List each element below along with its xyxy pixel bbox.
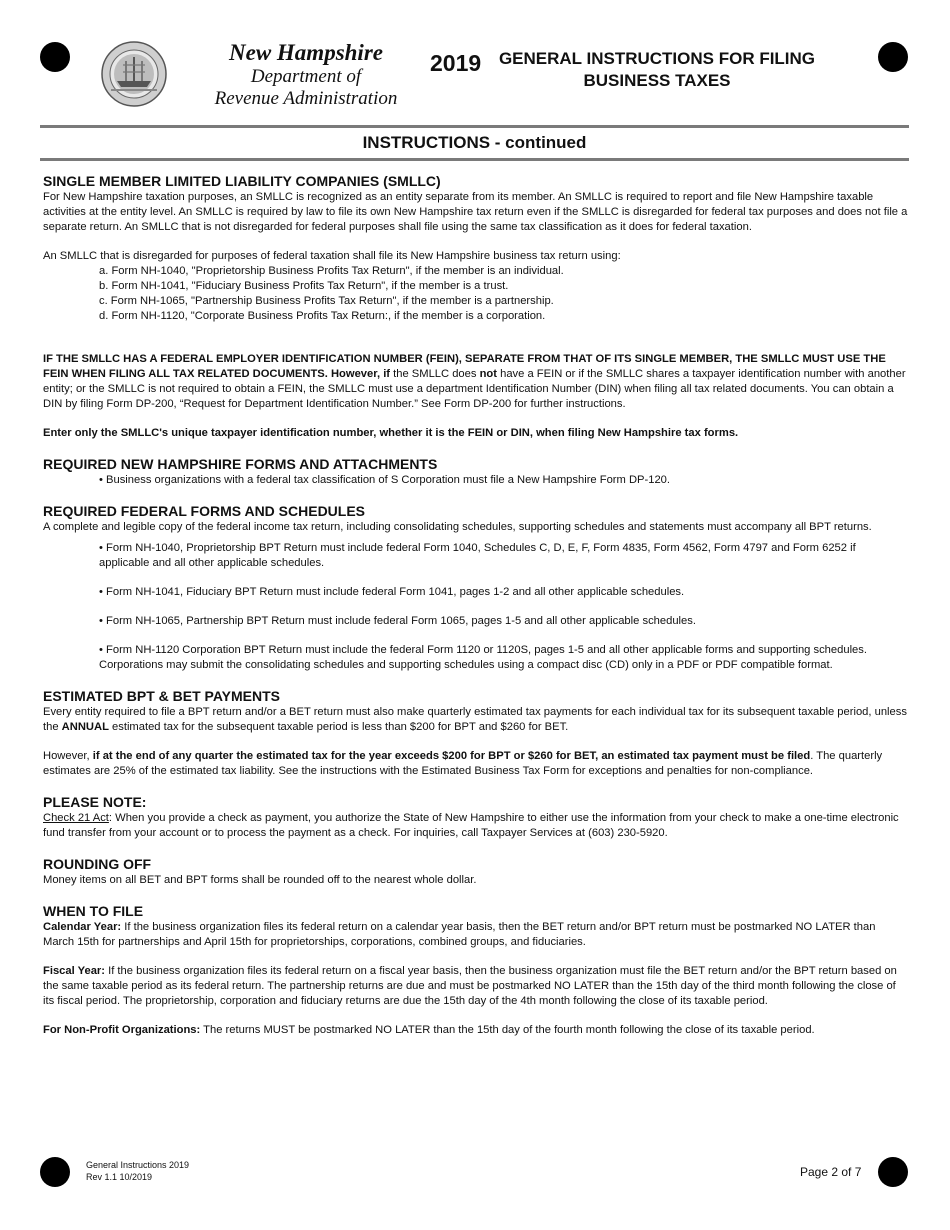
- fein-paragraph: [43, 352, 909, 412]
- when-heading: WHEN TO FILE: [43, 903, 144, 919]
- registration-dot-bottom-left: [40, 1157, 70, 1187]
- estimated-paragraph-2: [43, 749, 909, 779]
- agency-name: New Hampshire: [229, 40, 383, 65]
- registration-dot-bottom-right: [878, 1157, 908, 1187]
- enter-only-note: [43, 426, 909, 441]
- rounding-heading: ROUNDING OFF: [43, 856, 152, 872]
- state-seal-icon: [101, 41, 167, 107]
- smllc-heading: SINGLE MEMBER LIMITED LIABILITY COMPANIES (SMLLC): [43, 173, 441, 189]
- page-number: Page 2 of 7: [800, 1165, 862, 1179]
- fed-forms-item: • Form NH-1040, Proprietorship BPT Return must include federal Form 1040, Schedules C, D, E, F, Form 4835, Form 4562, Form 4797 and Form 6252 if applicable and all other applicable schedules.: [99, 542, 856, 569]
- footer-rev: Rev 1.1 10/2019: [86, 1172, 153, 1182]
- fiscal-year-paragraph: [43, 964, 909, 1009]
- fed-forms-item: • Form NH-1120 Corporation BPT Return must include the federal Form 1120 or 1120S, pages 1-5 and all other applicable forms and supporting schedules. Corporations may submit the consolidating schedules and supporting schedules using a compact disc (CD) only in a PDF or PDF compatible format.: [99, 644, 867, 671]
- header-rule-bottom: [40, 158, 909, 161]
- list-item: d. Form NH-1120, "Corporate Business Profits Tax Return:, if the member is a corporation.: [99, 310, 546, 322]
- list-item: b. Form NH-1041, "Fiduciary Business Profits Tax Return", if the member is a trust.: [99, 280, 509, 292]
- non-profit-label: For Non-Profit Organizations:: [43, 1024, 201, 1036]
- fein-text-rest: have a FEIN or if the SMLLC shares a taxpayer identification number with another entity; or the SMLLC is not required to obtain a FEIN, the SMLLC must use a department Identification Number (DIN) when filing all tax related documents. You can obtain a DIN by filing Form DP-200, “Request for Department Identification Number.” See Form DP-200 for further instructions.: [43, 368, 906, 410]
- header-rule-top: [40, 125, 909, 128]
- calendar-year-label: Calendar Year:: [43, 921, 122, 933]
- fein-bold-text: IF THE SMLLC HAS A FEDERAL EMPLOYER IDENTIFICATION NUMBER (FEIN), SEPARATE FROM THAT OF ITS SINGLE MEMBER, THE SMLLC MUST USE THE FEIN WHEN FILING ALL TAX RELATED DOCUMENTS. However, if: [43, 353, 886, 380]
- registration-dot-top-right: [878, 42, 908, 72]
- agency-line-3: Revenue Administration: [214, 88, 398, 109]
- note-paragraph: [43, 811, 909, 841]
- smllc-paragraph-2: An SMLLC that is disregarded for purposes of federal taxation shall file its New Hampshire business tax return using:: [43, 250, 621, 262]
- estimated-paragraph-1: [43, 705, 909, 735]
- fiscal-year-label: Fiscal Year:: [43, 965, 105, 977]
- agency-block: [196, 40, 416, 110]
- rounding-text: Money items on all BET and BPT forms shall be rounded off to the nearest whole dollar.: [43, 874, 477, 886]
- smllc-form-list: [43, 264, 909, 324]
- agency-line-2: Department of: [250, 66, 362, 87]
- fiscal-year-text: If the business organization files its federal return on a fiscal year basis, then the business organization must file the BET return and/or the BPT return based on the same taxable period as its federal return. The partnership returns are due and must be postmarked NO LATER than the 15th day of the third month following the close of its fiscal period. The proprietorship, corporation and fiduciary returns are due the 15th day of the 4th month following the close of its taxable period.: [43, 965, 897, 1007]
- estimated-heading: ESTIMATED BPT & BET PAYMENTS: [43, 688, 280, 704]
- nh-forms-heading: REQUIRED NEW HAMPSHIRE FORMS AND ATTACHMENTS: [43, 456, 438, 472]
- section-banner: INSTRUCTIONS - continued: [362, 133, 587, 152]
- calendar-year-text: If the business organization files its federal return on a calendar year basis, then the BET return and/or BPT return must be postmarked NO LATER than March 15th for partnerships and April 15th for proprietorships, corporations, combined groups, and fiduciaries.: [43, 921, 876, 948]
- estimated-text-tail: . The quarterly estimates are 25% of the estimated tax liability. See the instructions with the Estimated Business Tax Form for exceptions and penalties for non-compliance.: [43, 750, 883, 777]
- non-profit-paragraph: [43, 1023, 909, 1038]
- note-text: : When you provide a check as payment, you authorize the State of New Hampshire to either use the information from your check to make a one-time electronic fund transfer from your account or to process the payment as a check. For inquiries, call Taxpayer Services at (603) 230-5920.: [43, 812, 899, 839]
- fed-forms-item: • Form NH-1041, Fiduciary BPT Return must include federal Form 1041, pages 1-2 and all other applicable schedules.: [99, 586, 685, 598]
- fein-not: not: [479, 368, 497, 380]
- footer-doc-name: General Instructions 2019: [86, 1160, 190, 1170]
- enter-only-text: Enter only the SMLLC's unique taxpayer identification number, whether it is the FEIN or DIN, when filing New Hampshire tax forms.: [43, 427, 739, 439]
- estimated-however: However,: [43, 750, 93, 762]
- registration-dot-top-left: [40, 42, 70, 72]
- title-line-1: GENERAL INSTRUCTIONS FOR FILING: [498, 49, 816, 68]
- fed-forms-heading: REQUIRED FEDERAL FORMS AND SCHEDULES: [43, 503, 366, 519]
- estimated-bold-rule: if at the end of any quarter the estimated tax for the year exceeds $200 for BPT or $260 for BET, an estimated tax payment must be filed: [92, 750, 811, 762]
- calendar-year-paragraph: [43, 920, 909, 950]
- fein-text: the SMLLC does: [390, 368, 480, 380]
- fed-forms-intro: A complete and legible copy of the federal income tax return, including consolidating schedules, supporting schedules and statements must accompany all BPT returns.: [43, 521, 872, 533]
- list-item: c. Form NH-1065, "Partnership Business Profits Tax Return", if the member is a partnership.: [99, 295, 554, 307]
- title-line-2: BUSINESS TAXES: [583, 71, 731, 90]
- footer-revision: [86, 1159, 189, 1183]
- page-content: [43, 172, 909, 1038]
- form-year: 2019: [430, 50, 482, 76]
- estimated-text: Every entity required to file a BPT return and/or a BET return must also make quarterly estimated tax payments for each individual tax for its subsequent taxable period, unless the: [43, 706, 907, 733]
- nh-forms-item: • Business organizations with a federal tax classification of S Corporation must file a New Hampshire Form DP-120.: [99, 474, 670, 486]
- estimated-annual: ANNUAL: [61, 721, 109, 733]
- smllc-paragraph-1: For New Hampshire taxation purposes, an SMLLC is recognized as an entity separate from its member. An SMLLC is required to report and file New Hampshire taxable activities at the entity level. An SMLLC is required by law to file its own New Hampshire tax return even if the SMLLC is disregarded for federal tax purposes and does not file a separate return. An SMLLC that is not disregarded for federal purposes shall file using the same tax classification as it does for federal taxation.: [43, 191, 908, 233]
- fed-forms-item: • Form NH-1065, Partnership BPT Return must include federal Form 1065, pages 1-5 and all other applicable schedules.: [99, 615, 696, 627]
- check-21-act: Check 21 Act: [43, 812, 109, 824]
- document-title: [487, 48, 827, 92]
- estimated-text-end: estimated tax for the subsequent taxable period is less than $200 for BPT and $260 for BET.: [108, 721, 569, 733]
- note-heading: PLEASE NOTE:: [43, 794, 147, 810]
- non-profit-text: The returns MUST be postmarked NO LATER than the 15th day of the fourth month following the close of its taxable period.: [200, 1024, 815, 1036]
- list-item: a. Form NH-1040, "Proprietorship Business Profits Tax Return", if the member is an individual.: [99, 265, 564, 277]
